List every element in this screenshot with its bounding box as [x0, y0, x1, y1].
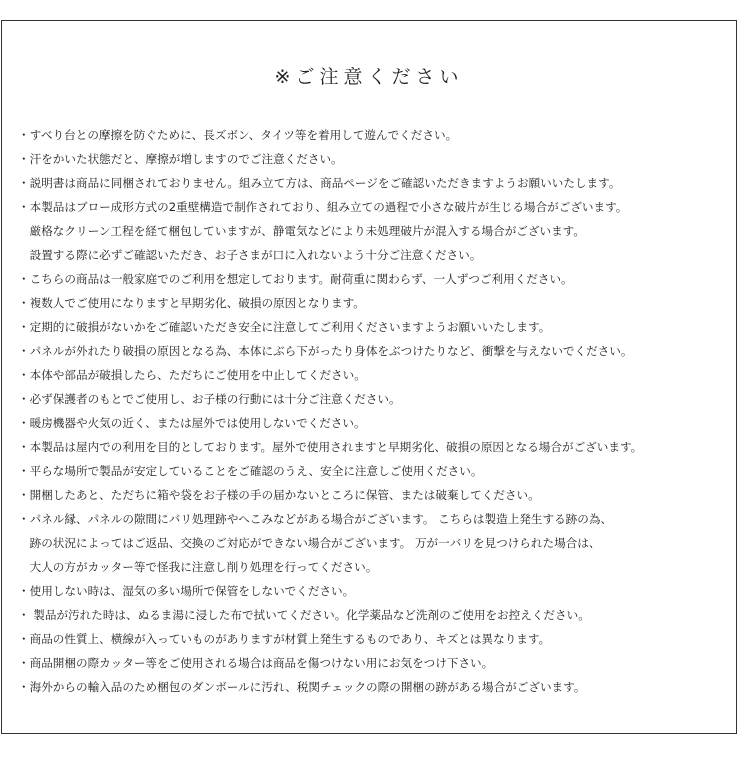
notice-line: 厳格なクリーン工程を経て梱包していますが、静電気などにより未処理破片が混入する場合がございます。 — [18, 224, 585, 238]
notice-line: ・パネル縁、パネルの隙間にバリ処理跡やへこみなどがある場合がございます。 こちらは製造上発生する跡の為、 — [18, 512, 613, 526]
notice-line: ・使用しない時は、湿気の多い場所で保管をしないでください。 — [18, 584, 355, 598]
notice-line: 設置する際に必ずご確認いただき、お子さまが口に入れないよう十分ご注意ください。 — [18, 248, 482, 262]
notice-line: ・複数人でご使用になりますと早期劣化、破損の原因となります。 — [18, 296, 365, 310]
notice-line: 大人の方がカッター等で怪我に注意し削り処理を行ってください。 — [18, 560, 378, 574]
notice-line: ・海外からの輸入品のため梱包のダンボールに汚れ、税関チェックの際の開梱の跡がある場合がございます。 — [18, 680, 586, 694]
notice-line: ・商品の性質上、横線が入っていものがありますが材質上発生するものであり、キズとは異なります。 — [18, 632, 551, 646]
notice-box — [1, 20, 737, 734]
notice-line: ・平らな場所で製品が安定していることをご確認のうえ、安全に注意しご使用ください。 — [18, 464, 483, 478]
notice-list — [18, 123, 733, 699]
notice-title: ※ご注意ください — [274, 66, 464, 88]
notice-line: ・汗をかいた状態だと、摩擦が増しますのでご注意ください。 — [18, 152, 343, 166]
notice-line: ・こちらの商品は一般家庭でのご利用を想定しております。耐荷重に関わらず、一人ずつご利用ください。 — [18, 272, 573, 286]
notice-line: ・暖房機器や火気の近く、または屋外では使用しないでください。 — [18, 416, 366, 430]
notice-line: ・定期的に破損がないかをご確認いただき安全に注意してご利用くださいますようお願いいたします。 — [18, 320, 551, 334]
notice-line: ・本製品は屋内での利用を目的としております。屋外で使用されますと早期劣化、破損の原因となる場合がございます。 — [18, 440, 643, 454]
notice-line: ・本製品はブロー成形方式の2重壁構造で制作されており、組み立ての過程で小さな破片が生じる場合がございます。 — [18, 200, 628, 214]
notice-line: ・本体や部品が破損したら、ただちにご使用を中止してください。 — [18, 368, 366, 382]
notice-line: ・商品開梱の際カッター等をご使用される場合は商品を傷つけない用にお気をつけ下さい。 — [18, 656, 494, 670]
notice-line: ・説明書は商品に同梱されておりません。組み立て方は、商品ページをご確認いただきますようお願いいたします。 — [18, 176, 621, 190]
notice-line: ・開梱したあと、ただちに箱や袋をお子様の手の届かないところに保管、または破棄してください。 — [18, 488, 540, 502]
notice-line: ・パネルが外れたり破損の原因となる為、本体にぶら下がったり身体をぶつけたりなど、衝撃を与えないでください。 — [18, 344, 633, 358]
notice-line: ・すべり台との摩擦を防ぐために、長ズボン、タイツ等を着用して遊んでください。 — [18, 128, 458, 142]
notice-line: ・必ず保護者のもとでご使用し、お子様の行動には十分ご注意ください。 — [18, 392, 401, 406]
notice-line: 跡の状況によってはご返品、交換のご対応ができない場合がございます。 万が一バリを見つけられた場合は、 — [18, 536, 601, 550]
notice-line: ・ 製品が汚れた時は、ぬるま湯に浸した布で拭いてください。化学薬品など洗剤のご使用をお控えください。 — [18, 608, 590, 622]
